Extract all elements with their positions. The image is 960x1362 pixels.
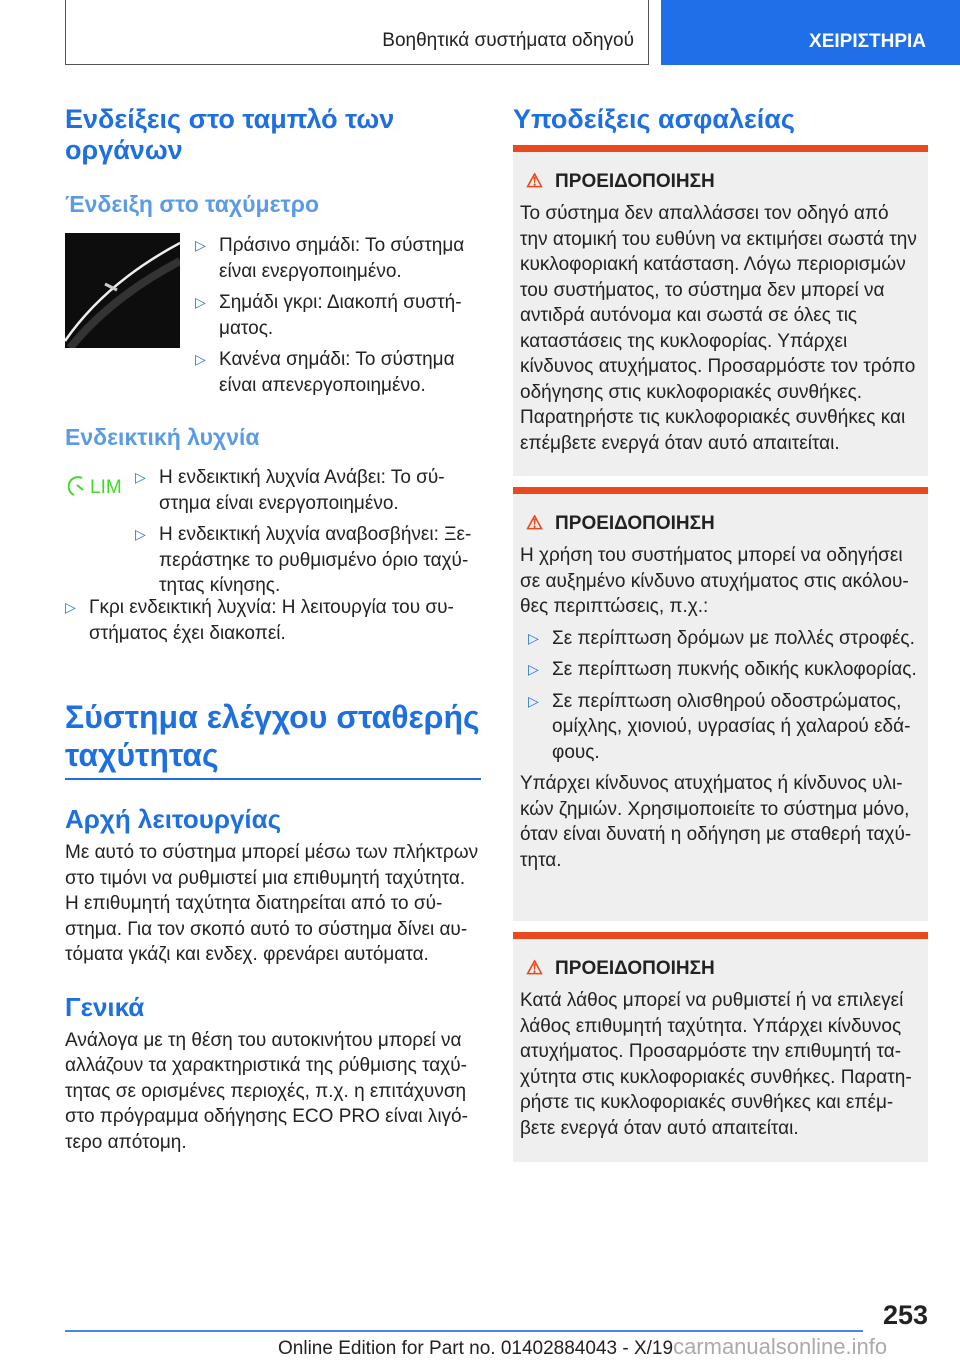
list-item [528,657,920,683]
heading-principle: Αρχή λειτουργίας [65,804,282,834]
page-number: 253 [882,1300,928,1330]
bullet-icon: ▷ [528,629,539,646]
bullet-icon: ▷ [65,599,76,615]
list-item [528,626,920,652]
chapter-title: Βοηθητικά συστήματα οδηγού [382,30,634,51]
watermark: carmanualsonline.info [673,1334,888,1359]
warning-text: Το σύστημα δεν απαλλάσσει τον οδηγό από την ατομική του ευθύνη να εκτιμήσει σωστά την κυκλοφοριακή κατάσταση. Λόγω περιορισμών του συστήματος, το σύστημα δεν μπορεί να αντιδρά αυτόνομα και σωστά σε όλες τις καταστάσεις της κυκλοφορίας. Υπάρχει κίνδυνος ατυχήματος. Προσαρμόστε τον τρόπο οδήγησης στις κυκλοφοριακές συνθήκες. Παρατηρήστε τις κυκλοφοριακές συνθήκες και επέμβετε ενεργά όταν αυτό απαιτείται. [520,203,917,454]
list-item [65,595,483,646]
list-item [195,347,485,398]
list-item [528,689,920,766]
warning-box [513,932,928,1162]
speedometer-image [65,233,180,348]
speed-limit-lamp-icon [68,475,122,499]
item-text: Σε περίπτωση ολισθηρού οδοστρώματος, ομίχλης, χιονιού, υγρασίας ή χαλαρού εδάφους. [552,690,911,763]
item-text: Σημάδι γκρι: Διακοπή συστήματος. [219,292,462,339]
item-text: Κανένα σημάδι: Το σύστημα είναι απενεργοποιημένο. [219,349,455,396]
item-text: Σε περίπτωση πυκνής οδικής κυκλοφορίας. [552,659,917,680]
lamp-icon-text: LIM [90,477,122,498]
item-text: Η ενδεικτική λυχνία Ανάβει: Το σύστημα είναι ενεργοποιημένο. [159,467,445,514]
header-section-tab[interactable] [661,0,960,65]
principle-text: Με αυτό το σύστημα μπορεί μέσω των πλήκτρων στο τιμόνι να ρυθμιστεί μια επιθυμητή ταχύτητα. Η επιθυμητή ταχύτητα διατηρείται από το σύστημα. Για τον σκοπό αυτό το σύστημα δίνει αυτόματα γκάζι και ενδεχ. φρενάρει αυτόματα. [65,842,479,965]
bullet-icon: ▷ [135,526,146,542]
bullet-icon: ▷ [528,692,539,709]
section-label: ΧΕΙΡΙΣΤΗΡΙΑ [809,31,926,52]
bullet-icon: ▷ [195,351,206,367]
warning-label: ΠΡΟΕΙΔΟΠΟΙΗΣΗ [555,957,715,979]
warning-triangle-icon: ⚠ [526,513,544,534]
bullet-icon: ▷ [528,661,539,677]
left-column [65,104,483,1155]
warning-box [513,487,928,921]
heading-general: Γενικά [65,991,145,1022]
warning-text: Κατά λάθος μπορεί να ρυθμιστεί ή να επιλεγεί λάθος επιθυμητή ταχύτητα. Υπάρχει κίνδυνος ατυχήματος. Προσαρμόστε την επιθυμητή ταχύτητα στις κυκλοφοριακές συνθήκες. Παρατηρήστε τις κυκλοφοριακές συνθήκες και επέμβετε ενεργά όταν αυτό απαιτείται. [520,990,912,1139]
heading-cruise-control: Σύστημα ελέγχου σταθερής ταχύτητας [65,698,481,780]
header-chapter [65,0,649,65]
bullet-icon: ▷ [195,237,206,253]
heading-lamp: Ενδεικτική λυχνία [65,424,260,450]
heading-indicators: Ενδείξεις στο ταμπλό των οργάνων [65,104,395,165]
warning-triangle-icon: ⚠ [526,171,544,192]
item-text: Πράσινο σημάδι: Το σύστημα είναι ενεργοποιημένο. [219,235,465,282]
list-item [195,290,485,341]
warning-text: Η χρήση του συστήματος μπορεί να οδηγήσει σε αυξημένο κίνδυνο ατυχήματος στις ακόλουθες περιπτώσεις, π.χ.: [520,545,909,617]
warning-box [513,145,928,476]
bullet-icon: ▷ [135,469,146,485]
general-text: Ανάλογα με τη θέση του αυτοκινήτου μπορεί να αλλάζουν τα χαρακτηριστικά της ρύθμισης ταχύτητας σε ορισμένες περιοχές, π.χ. η επιτάχυνση στο πρόγραμμα οδήγησης ECO PRO είναι λιγότερο απότομη. [65,1029,468,1153]
bullet-icon: ▷ [195,294,206,310]
footer-divider [65,1330,863,1332]
list-item [135,465,485,516]
item-text: Η ενδεικτική λυχνία αναβοσβήνει: Ξεπεράστηκε το ρυθμισμένο όριο ταχύτητας κίνησης. [159,524,472,596]
list-item [135,522,485,599]
item-text: Σε περίπτωση δρόμων με πολλές στροφές. [552,627,915,649]
list-item [195,233,485,284]
warning-triangle-icon: ⚠ [526,958,544,979]
heading-speedo: Ένδειξη στο ταχύμετρο [65,191,320,217]
footer [278,1334,887,1360]
warning-text: Υπάρχει κίνδυνος ατυχήματος ή κίνδυνος υλικών ζημιών. Χρησιμοποιείτε το σύστημα μόνο, όταν είναι δυνατή η οδήγηση με σταθερή ταχύτητα. [520,773,912,871]
warning-label: ΠΡΟΕΙΔΟΠΟΙΗΣΗ [555,512,715,534]
warning-label: ΠΡΟΕΙΔΟΠΟΙΗΣΗ [555,170,715,192]
item-text: Γκρι ενδεικτική λυχνία: Η λειτουργία του συστήματος έχει διακοπεί. [89,597,454,644]
heading-safety: Υποδείξεις ασφαλείας [513,104,795,134]
edition-text: Online Edition for Part no. 01402884043 - X/19 [278,1338,674,1359]
